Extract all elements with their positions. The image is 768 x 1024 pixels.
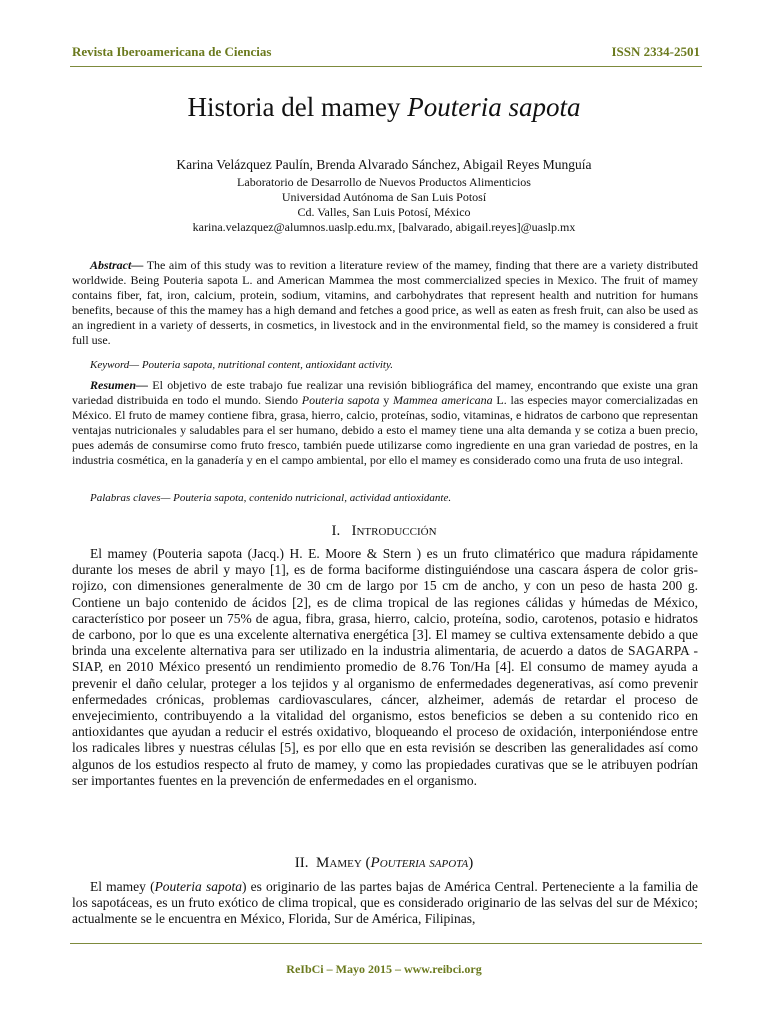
city: Cd. Valles, San Luis Potosí, México	[297, 205, 471, 219]
abstract-text: The aim of this study was to revition a literature review of the mamey, finding that there are a variety distributed worldwide. Being Pouteria sapota L. and American Mammea the most commercialized species in Mexico. The fruit of mamey contains fiber, fat, iron, calcium, protein, sodium, vitamins, and carbohydrates that represent health and nutrition for humans benefits, because of this the mamey has a high demand and fetches a good price, as well as eaten as fresh fruit, can also be used as an ingredient in a variety of desserts, in cosmetics, in livestock and in the environmental field, so the mamey is considered a fruit full use.	[72, 258, 698, 347]
resumen-text-2: L. las especies mayor comercializadas en México. El fruto de mamey contiene fibra, grasa, hierro, calcio, proteínas, sodio, vitaminas, e hidratos de carbono que representan ventajas nutricionales y saludables para el ser humano, debido a esto el mamey tiene una alta demanda y se cotiza a buen precio, pues además de consumirse como fruto fresco, también puede utilizarse como ingrediente en una gran variedad de postres, en la industria cosmética, en la ganadería y en el campo ambiental, por ello el mamey es considerado como una fruta de uso integral.	[72, 393, 698, 467]
section-2-body	[72, 879, 698, 928]
journal-name: Revista Iberoamericana de Ciencias	[72, 44, 272, 59]
abstract	[72, 258, 698, 348]
section-1-title: Introducción	[351, 523, 437, 539]
title-species: Pouteria sapota	[407, 92, 581, 122]
section-2-heading	[0, 855, 768, 872]
keywords: Keyword— Pouteria sapota, nutritional content, antioxidant activity.	[90, 359, 393, 371]
section-2-text-2: ) es originario de las partes bajas de América Central. Perteneciente a la familia de los sapotáceas, es un fruto exótico de clima tropical, que es considerado originario de las selvas del sur de México; actualmente se le encuentra en México, Florida, Sur de América, Filipinas,	[72, 879, 698, 927]
university: Universidad Autónoma de San Luis Potosí	[281, 190, 487, 204]
section-1-body: El mamey (Pouteria sapota (Jacq.) H. E. Moore & Stern ) es un fruto climatérico que madura rápidamente durante los meses de abril y mayo [1], es de forma baciforme distinguiéndose una cascara áspera de color gris-rojizo, con dimensiones generalmente de 30 cm de largo por 15 cm de ancho, y con un peso de hasta 200 g. Contiene un bajo contenido de ácidos [2], es de clima tropical de las regiones cálidas y húmedas de México, característico por poseer un 75% de agua, fibra, grasa, hierro, calcio, proteína, sodio, carotenos, potasio e hidratos de carbono, por lo que es una excelente alternativa energética [3]. El mamey se cultiva extensamente debido a que brinda una excelente alternativa para ser utilizado en la industria alimentaria, de acuerdo a datos de SAGARPA - SIAP, en 2010 México presentó un rendimiento promedio de 8.76 Ton/Ha [4]. El consumo de mamey ayuda a prevenir el daño celular, proteger a los tejidos y al organismo de enfermedades degenerativas, así como prevenir enfermedades crónicas, problemas cardiovasculares, cáncer, alzheimer, además de retardar el proceso de envejecimiento, contribuyendo a la vitalidad del organismo, estos beneficios se deben a su contenido rico en antioxidantes que ayudan a reducir el estrés oxidativo, bloqueando el proceso de oxidación, interponiéndose entre los radicales libres y nuestras células [5], es por ello que en esta revisión se describen las generalidades así como algunos de los estudios respecto al fruto de mamey, y como las propiedades curativas que se le atribuyen podrían ser importantes fuentes en la prevención de enfermedades en el organismo.	[72, 546, 698, 788]
section-2-species: Pouteria sapota	[370, 855, 469, 871]
author-block	[0, 156, 768, 235]
authors: Karina Velázquez Paulín, Brenda Alvarado Sánchez, Abigail Reyes Munguía	[176, 157, 592, 172]
resumen-species-1: Pouteria sapota	[301, 393, 380, 407]
section-1-number: I.	[331, 523, 341, 539]
footer-rule	[70, 943, 702, 944]
section-2-close: )	[468, 855, 474, 871]
abstract-label: Abstract—	[90, 258, 144, 272]
resumen-species-2: Mammea americana	[392, 393, 493, 407]
section-2-title: Mamey (	[316, 855, 371, 871]
resumen-label: Resumen—	[90, 378, 149, 392]
issn: ISSN 2334-2501	[611, 44, 700, 59]
resumen	[72, 378, 698, 468]
resumen-text-1: El objetivo de este trabajo fue realizar una revisión bibliográfica del mamey, encontrando que existe una gran variedad distribuida en todo el mundo. Siendo	[72, 378, 698, 407]
header-rule	[70, 66, 702, 67]
lab: Laboratorio de Desarrollo de Nuevos Productos Alimenticios	[237, 175, 531, 189]
section-2-species-text: Pouteria sapota	[154, 879, 242, 894]
running-header	[72, 44, 700, 64]
emails: karina.velazquez@alumnos.uaslp.edu.mx, [balvarado, abigail.reyes]@uaslp.mx	[192, 220, 576, 234]
section-2-text-1: El mamey (	[90, 879, 155, 894]
title-text: Historia del mamey	[187, 92, 408, 122]
section-2-number: II.	[294, 855, 309, 871]
footer: ReIbCi – Mayo 2015 – www.reibci.org	[286, 962, 482, 976]
paper-title	[0, 92, 768, 123]
resumen-conj: y	[379, 393, 393, 407]
section-1-heading	[0, 523, 768, 540]
palabras-claves: Palabras claves— Pouteria sapota, contenido nutricional, actividad antioxidante.	[90, 492, 452, 504]
